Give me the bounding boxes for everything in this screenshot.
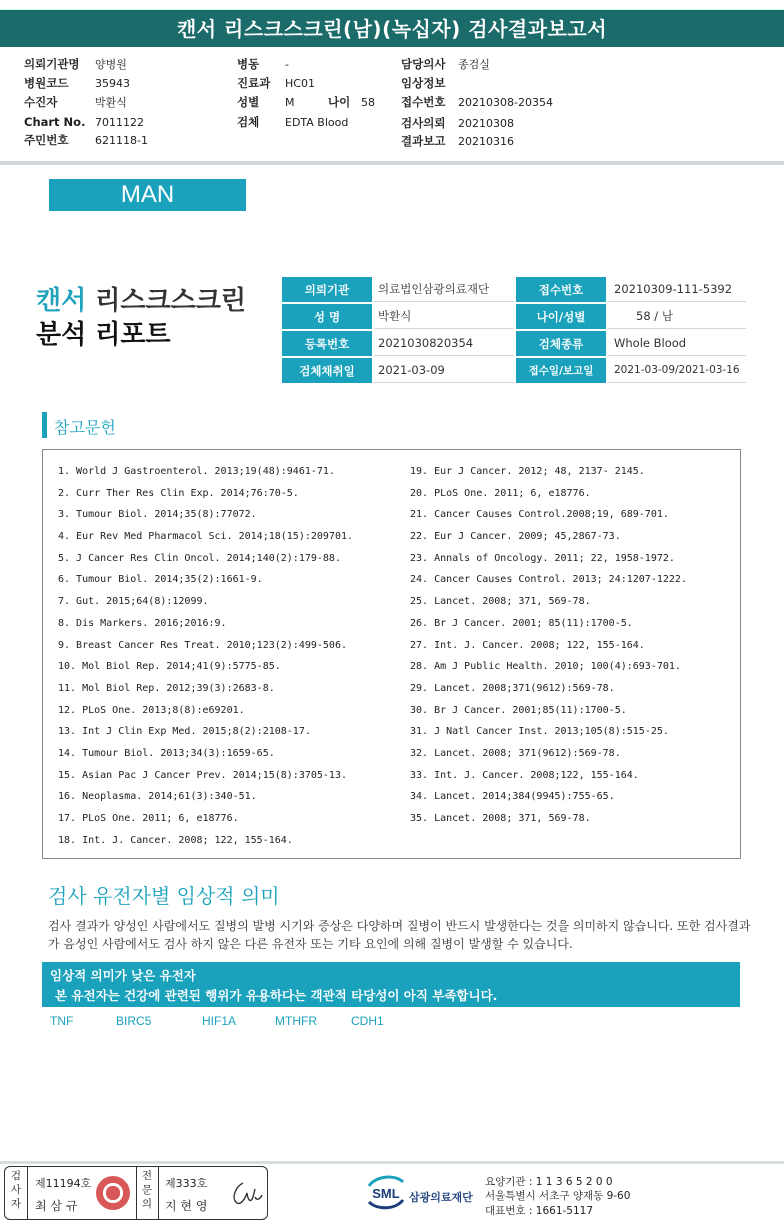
references-title: 참고문헌 [54, 418, 116, 437]
specialist-license: 제333호 [165, 1177, 208, 1190]
table-row: 성 명 박환식 나이/성별 58 / 남 [282, 304, 746, 329]
list-item: 21. Cancer Causes Control.2008;19, 689-701. [410, 509, 669, 521]
list-item: 25. Lancet. 2008; 371, 569-78. [410, 596, 591, 608]
references-left-column [58, 461, 353, 851]
signature-icon [229, 1177, 263, 1209]
list-item: 23. Annals of Oncology. 2011; 22, 1958-1972. [410, 552, 675, 564]
header-field: 접수번호 20210308-20354 [401, 95, 553, 109]
footer-divider [0, 1161, 784, 1164]
report-logo-line2: 분석 리포트 [36, 320, 171, 350]
list-item: 29. Lancet. 2008;371(9612):569-78. [410, 682, 615, 694]
list-item: 22. Eur J Cancer. 2009; 45,2867-73. [410, 531, 621, 543]
inspector-license: 제11194호 [35, 1177, 92, 1190]
sml-logo-icon [365, 1172, 407, 1212]
references-box [42, 449, 741, 859]
table-row: 의뢰기관 의료법인삼광의료재단 접수번호 20210309-111-5392 [282, 277, 746, 302]
header-field: 성별 M 나이 58 [237, 95, 375, 109]
list-item: 33. Int. J. Cancer. 2008;122, 155-164. [410, 769, 639, 781]
list-item: 7. Gut. 2015;64(8):12099. [58, 596, 209, 608]
gene-name: BIRC5 [116, 1014, 152, 1028]
list-item: 27. Int. J. Cancer. 2008; 122, 155-164. [410, 639, 645, 651]
inspector-name: 최 삼 규 [35, 1199, 78, 1213]
specialist-label: 전문의 [141, 1170, 153, 1210]
header-field: 담당의사 종검실 [401, 57, 490, 71]
gene-box-heading: 임상적 의미가 낮은 유전자 [50, 968, 196, 983]
list-item: 8. Dis Markers. 2016;2016:9. [58, 617, 227, 629]
clinical-meaning-title: 검사 유전자별 임상적 의미 [48, 884, 280, 908]
list-item: 30. Br J Cancer. 2001;85(11):1700-5. [410, 704, 627, 716]
gene-name: MTHFR [275, 1014, 317, 1028]
list-item: 3. Tumour Biol. 2014;35(8):77072. [58, 509, 257, 521]
divider [27, 1167, 28, 1220]
list-item: 16. Neoplasma. 2014;61(3):340-51. [58, 791, 257, 803]
report-logo-line1: 캔서 리스크스크린 [36, 286, 246, 316]
header-field: 검체 EDTA Blood [237, 115, 349, 129]
list-item: 13. Int J Clin Exp Med. 2015;8(2):2108-17. [58, 726, 311, 738]
svg-text:SML: SML [372, 1186, 400, 1201]
divider [158, 1167, 159, 1220]
header-field: 병원코드 35943 [24, 76, 130, 90]
header-field: 결과보고 20210316 [401, 134, 514, 148]
report-title: 캔서 리스크스크린(남)(녹십자) 검사결과보고서 [176, 17, 608, 41]
gene-name: HIF1A [202, 1014, 237, 1028]
list-item: 20. PLoS One. 2011; 6, e18776. [410, 487, 591, 499]
signature-box [4, 1166, 268, 1220]
list-item: 15. Asian Pac J Cancer Prev. 2014;15(8):3705-13. [58, 769, 347, 781]
clinical-meaning-description: 검사 결과가 양성인 사람에서도 질병의 발병 시기와 증상은 다양하며 질병이 반드시 발생한다는 것을 의미하지 않습니다. 또한 검사결과가 음성인 사람에서도 검사 하지 않은 다른 유전자 또는 기타 요인에 의해 질병이 발생할 수 있습니다. [48, 919, 751, 951]
list-item: 19. Eur J Cancer. 2012; 48, 2137- 2145. [410, 466, 645, 477]
organization-name: 삼광의료재단 [409, 1191, 473, 1204]
inspector-label: 검사자 [10, 1170, 22, 1210]
references-right-column [410, 461, 687, 830]
header-field: 임상정보 [401, 76, 446, 90]
list-item: 34. Lancet. 2014;384(9945):755-65. [410, 791, 615, 803]
list-item: 1. World J Gastroenterol. 2013;19(48):9461-71. [58, 466, 335, 477]
list-item: 12. PLoS One. 2013;8(8):e69201. [58, 704, 245, 716]
phone: 대표번호 : 1661-5117 [485, 1205, 594, 1217]
list-item: 14. Tumour Biol. 2013;34(3):1659-65. [58, 747, 275, 759]
list-item: 18. Int. J. Cancer. 2008; 122, 155-164. [58, 834, 293, 846]
gene-box-note: 본 유전자는 건강에 관련된 행위가 유용하다는 객관적 타당성이 아직 부족합니다. [55, 988, 498, 1003]
header-field: 병동 - [237, 57, 289, 71]
header-field: 수진자 박환식 [24, 95, 127, 109]
header-field: Chart No. 7011122 [24, 115, 144, 129]
institution-code: 요양기관 : 1 1 3 6 5 2 0 0 [485, 1176, 613, 1188]
header-field: 의뢰기관명 양병원 [24, 57, 127, 71]
header-field: 검사의뢰 20210308 [401, 116, 514, 130]
gene-name: CDH1 [351, 1014, 384, 1028]
list-item: 35. Lancet. 2008; 371, 569-78. [410, 813, 591, 824]
list-item: 31. J Natl Cancer Inst. 2013;105(8):515-25. [410, 726, 669, 738]
header-field: 주민번호 621118-1 [24, 133, 148, 147]
list-item: 9. Breast Cancer Res Treat. 2010;123(2):499-506. [58, 639, 347, 651]
list-item: 24. Cancer Causes Control. 2013; 24:1207-1222. [410, 574, 687, 586]
report-title-bar [0, 9, 784, 47]
table-row: 검체채취일 2021-03-09 접수일/보고일 2021-03-09/2021-03-16 [282, 358, 746, 383]
section-marker [42, 412, 47, 438]
specialist-name: 지 현 영 [165, 1199, 208, 1213]
gender-badge: MAN [49, 179, 246, 211]
table-row: 등록번호 2021030820354 검체종류 Whole Blood [282, 331, 746, 356]
patient-info-table [280, 275, 748, 385]
header-field: 진료과 HC01 [237, 76, 315, 90]
list-item: 5. J Cancer Res Clin Oncol. 2014;140(2):179-88. [58, 552, 341, 564]
list-item: 10. Mol Biol Rep. 2014;41(9):5775-85. [58, 661, 281, 673]
list-item: 17. PLoS One. 2011; 6, e18776. [58, 813, 239, 824]
list-item: 4. Eur Rev Med Pharmacol Sci. 2014;18(15):209701. [58, 531, 354, 543]
list-item: 26. Br J Cancer. 2001; 85(11):1700-5. [410, 617, 633, 629]
gene-name: TNF [50, 1014, 74, 1028]
header-divider [0, 161, 784, 165]
list-item: 6. Tumour Biol. 2014;35(2):1661-9. [58, 574, 263, 586]
list-item: 28. Am J Public Health. 2010; 100(4):693-701. [410, 661, 681, 673]
list-item: 11. Mol Biol Rep. 2012;39(3):2683-8. [58, 682, 275, 694]
list-item: 32. Lancet. 2008; 371(9612):569-78. [410, 747, 621, 759]
official-seal-icon [96, 1176, 130, 1210]
list-item: 2. Curr Ther Res Clin Exp. 2014;76:70-5. [58, 487, 299, 499]
address: 서울특별시 서초구 양재동 9-60 [485, 1190, 631, 1202]
low-significance-genes-box [42, 962, 740, 1007]
